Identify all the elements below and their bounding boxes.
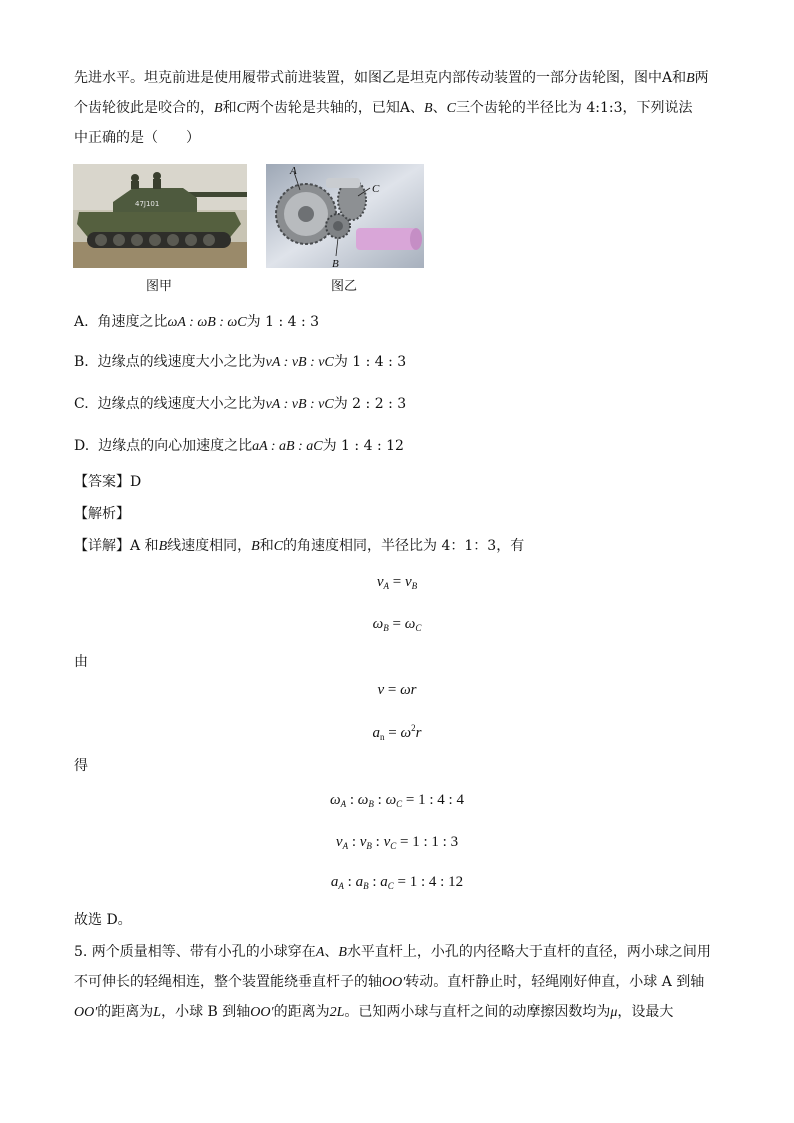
de-label: 得 [74, 758, 88, 774]
detail-line: 【详解】A 和B线速度相同，B和C的角速度相同，半径比为 4：1：3，有 [74, 538, 525, 554]
analysis-tag: 【解析】 [74, 506, 130, 522]
turret-number: 47J101 [135, 200, 160, 208]
gear-label-a: A [290, 165, 297, 177]
equation-an: $a_n = \omega^2r$ [372, 723, 422, 742]
option-c: C. 边缘点的线速度大小之比为vA : vB : vC为 2 : 2 : 3 [74, 396, 407, 412]
gear-label-b: B [332, 258, 339, 268]
result-acceleration: $a_A$ : $a_B$ : $a_C = 1$ : 4 : 12 [330, 874, 464, 891]
answer-line: 【答案】D [74, 474, 142, 490]
figure-gears [266, 164, 424, 268]
figure-b-caption: 图乙 [331, 279, 358, 294]
option-d: D. 边缘点的向心加速度之比aA : aB : aC为 1 : 4 : 12 [74, 438, 404, 454]
equation-v-wr: v = ωr [377, 682, 417, 698]
gear-label-c: C [372, 183, 380, 195]
figure-a-caption: 图甲 [146, 279, 173, 294]
q5-line-1: 5. 两个质量相等、带有小孔的小球穿在A、B水平直杆上，小孔的内径略大于直杆的直径，两小球之间用 [74, 944, 711, 960]
you-label: 由 [74, 654, 88, 670]
conclusion: 故选 D。 [74, 912, 132, 928]
equation-va-vb: $v_A = v_B$ [376, 574, 418, 591]
q5-line-3: OO′的距离为L，小球 B 到轴OO′的距离为2L。已知两小球与直杆之间的动摩擦因数均为μ，设最大 [74, 1004, 674, 1020]
equation-wb-wc: $\omega_B = \omega_C$ [372, 616, 422, 633]
figure-tank [73, 164, 247, 268]
option-a: A. 角速度之比ωA : ωB : ωC为 1 : 4 : 3 [74, 314, 320, 330]
tank-illustration [73, 164, 247, 268]
q4-line-3: 中正确的是（ ） [74, 130, 200, 146]
option-b: B. 边缘点的线速度大小之比为vA : vB : vC为 1 : 4 : 3 [74, 354, 407, 370]
q4-line-1: 先进水平。坦克前进是使用履带式前进装置，如图乙是坦克内部传动装置的一部分齿轮图，图中A和B两 [74, 70, 709, 86]
result-velocity: $v_A$ : $v_B$ : $v_C = 1$ : 1 : 3 [335, 834, 459, 851]
q5-line-2: 不可伸长的轻绳相连，整个装置能绕垂直杆子的轴OO′转动。直杆静止时，轻绳刚好伸直，小球 A 到轴 [74, 974, 705, 990]
gear-illustration [266, 164, 424, 268]
result-omega: $\omega_A$ : $\omega_B$ : $\omega_C = 1$ : 4 : 4 [330, 792, 464, 809]
q4-line-2: 个齿轮彼此是咬合的，B和C两个齿轮是共轴的，已知A、B、C三个齿轮的半径比为 4:1:3，下列说法 [74, 100, 693, 116]
